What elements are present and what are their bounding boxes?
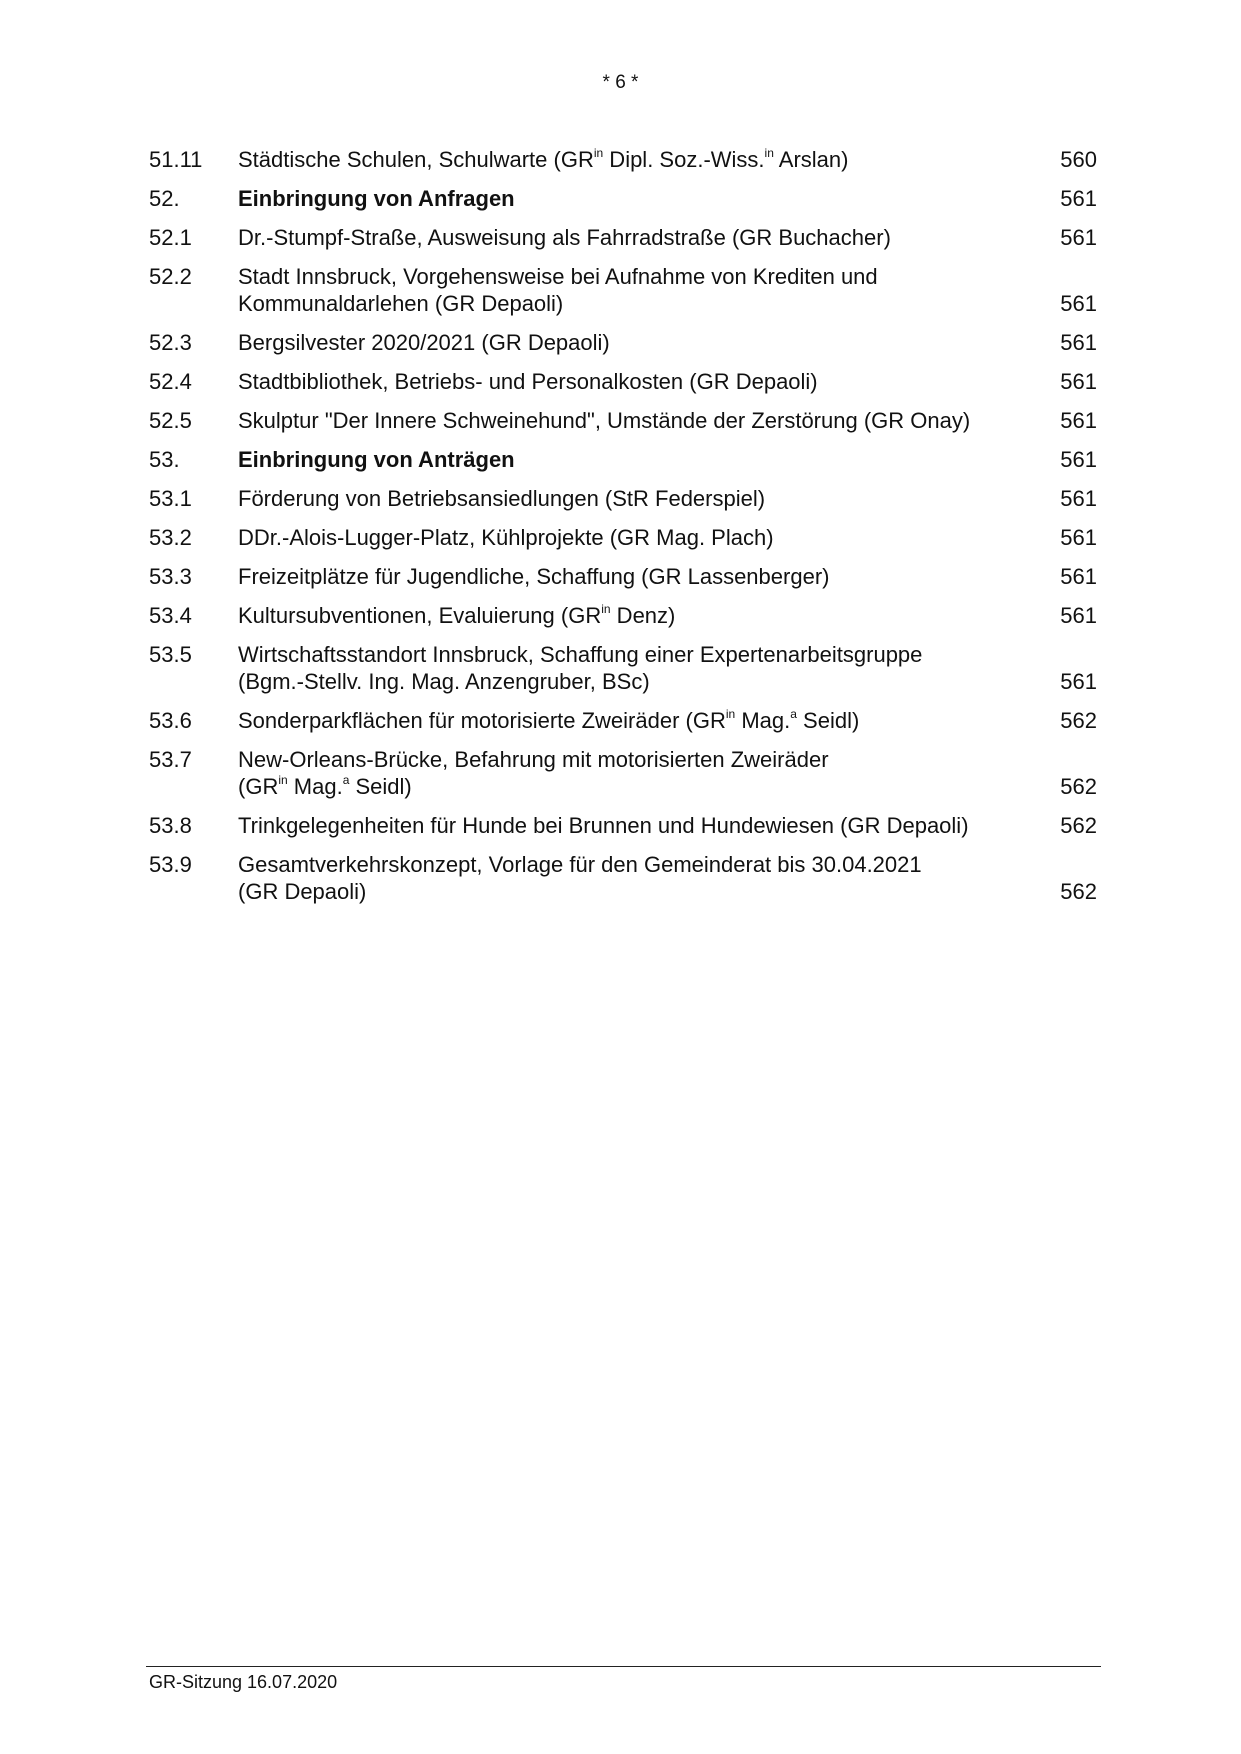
toc-entry-title [238,407,1049,434]
toc-entry-title [238,707,1049,734]
toc-entry-number: 52.1 [149,225,192,250]
toc-entry-number: 53.9 [149,852,192,877]
superscript: in [601,601,611,616]
toc-page-number: 560 [1060,147,1097,172]
footer-divider [146,1666,1101,1667]
toc-page-number: 561 [1060,669,1097,694]
toc-page-number: 561 [1060,486,1097,511]
toc-page-number: 561 [1060,408,1097,433]
title-text: Kommunaldarlehen (GR Depaoli) [238,291,564,316]
toc-entry-row [149,641,1097,695]
toc-page-number: 562 [1060,774,1097,799]
toc-title-line [238,185,1037,212]
toc-entry-row [149,707,1097,734]
superscript: in [593,145,604,160]
toc-entry-row [149,263,1097,317]
toc-title-line [238,563,1037,590]
toc-title-line [238,146,1037,173]
toc-entry-row [149,524,1097,551]
toc-entry-number: 52.3 [149,330,192,355]
toc-entry-number: 53.5 [149,642,192,667]
toc-page-number: 561 [1060,525,1097,550]
page-number: * 6 * [602,72,639,93]
title-text: New-Orleans-Brücke, Befahrung mit motorisierten Zweiräder [238,747,829,772]
toc-title-line [238,524,1037,551]
toc-entry-title [238,329,1049,356]
toc-title-line [238,878,1037,905]
toc-title-line [238,641,1037,668]
toc-entry-number: 53.8 [149,813,192,838]
toc-section-row [149,185,1097,212]
title-text: Wirtschaftsstandort Innsbruck, Schaffung einer Expertenarbeitsgruppe [238,642,923,667]
toc-entry-row [149,812,1097,839]
toc-entry-title [238,263,1049,317]
toc-title-line [238,746,1037,773]
toc-entry-number: 53.3 [149,564,192,589]
toc-entry-title [238,602,1049,629]
superscript: a [790,706,797,721]
toc-entry-number: 53.1 [149,486,192,511]
toc-title-line [238,329,1037,356]
title-text: Städtische Schulen, Schulwarte (GR [238,147,594,172]
toc-title-line [238,668,1037,695]
title-text: Stadtbibliothek, Betriebs- und Personalkosten (GR Depaoli) [238,369,818,394]
toc-entry-row [149,602,1097,629]
toc-page-number: 561 [1060,447,1097,472]
toc-page-number: 561 [1060,330,1097,355]
table-of-contents [149,146,1097,917]
title-text: Kultursubventionen, Evaluierung (GR [238,603,602,628]
toc-entry-row [149,329,1097,356]
toc-title-line [238,485,1037,512]
toc-entry-title [238,368,1049,395]
toc-title-line [238,407,1037,434]
toc-section-row [149,446,1097,473]
toc-entry-row [149,746,1097,800]
title-text: Dipl. Soz.-Wiss. [603,147,765,172]
title-text: Denz) [610,603,676,628]
toc-page-number: 562 [1060,879,1097,904]
title-text: Einbringung von Anträgen [238,447,515,472]
title-text: Seidl) [796,708,860,733]
superscript: in [725,706,736,721]
toc-title-line [238,773,1037,800]
toc-title-line [238,812,1037,839]
title-text: Stadt Innsbruck, Vorgehensweise bei Aufnahme von Krediten und [238,264,878,289]
toc-title-line [238,290,1037,317]
toc-title-line [238,446,1037,473]
toc-title-line [238,263,1037,290]
toc-page-number: 561 [1060,603,1097,628]
toc-page-number: 561 [1060,564,1097,589]
toc-page-number: 561 [1060,291,1097,316]
title-text: Bergsilvester 2020/2021 (GR Depaoli) [238,330,610,355]
toc-page-number: 561 [1060,225,1097,250]
superscript: a [342,772,350,787]
title-text: Seidl) [349,774,412,799]
toc-title-line [238,707,1037,734]
title-text: Dr.-Stumpf-Straße, Ausweisung als Fahrradstraße (GR Buchacher) [238,225,891,250]
toc-entry-number: 52.5 [149,408,192,433]
toc-entry-number: 52.2 [149,264,192,289]
title-text: DDr.-Alois-Lugger-Platz, Kühlprojekte (GR Mag. Plach) [238,525,774,550]
toc-entry-title [238,224,1049,251]
title-text: (Bgm.-Stellv. Ing. Mag. Anzengruber, BSc) [238,669,650,694]
toc-entry-title [238,641,1049,695]
toc-entry-number: 53.4 [149,603,192,628]
title-text: (GR [238,774,279,799]
toc-entry-title [238,446,1049,473]
footer-text: GR-Sitzung 16.07.2020 [149,1672,338,1692]
title-text: Freizeitplätze für Jugendliche, Schaffung (GR Lassenberger) [238,564,830,589]
toc-page-number: 561 [1060,186,1097,211]
toc-entry-number: 53.6 [149,708,192,733]
title-text: Arslan) [773,147,849,172]
title-text: (GR Depaoli) [238,879,367,904]
toc-entry-title [238,746,1049,800]
toc-entry-title [238,146,1049,173]
toc-entry-number: 52.4 [149,369,192,394]
toc-entry-title [238,851,1049,905]
toc-title-line [238,602,1037,629]
title-text: Einbringung von Anfragen [238,186,515,211]
toc-entry-number: 53.7 [149,747,192,772]
toc-entry-row [149,485,1097,512]
title-text: Mag. [287,774,343,799]
superscript: in [278,772,288,787]
toc-entry-row [149,407,1097,434]
toc-entry-title [238,524,1049,551]
toc-entry-row [149,851,1097,905]
toc-page-number: 561 [1060,369,1097,394]
toc-entry-row [149,146,1097,173]
title-text: Gesamtverkehrskonzept, Vorlage für den Gemeinderat bis 30.04.2021 [238,852,922,877]
toc-entry-title [238,485,1049,512]
superscript: in [764,145,774,160]
title-text: Skulptur "Der Innere Schweinehund", Umstände der Zerstörung (GR Onay) [238,408,971,433]
toc-title-line [238,224,1037,251]
toc-page-number: 562 [1060,813,1097,838]
toc-entry-title [238,812,1049,839]
toc-entry-row [149,563,1097,590]
title-text: Mag. [735,708,791,733]
toc-title-line [238,368,1037,395]
toc-entry-row [149,224,1097,251]
toc-entry-row [149,368,1097,395]
toc-entry-title [238,185,1049,212]
toc-entry-number: 51.11 [149,147,203,172]
title-text: Trinkgelegenheiten für Hunde bei Brunnen und Hundewiesen (GR Depaoli) [238,813,969,838]
toc-entry-title [238,563,1049,590]
title-text: Förderung von Betriebsansiedlungen (StR Federspiel) [238,486,766,511]
toc-entry-number: 52. [149,186,180,211]
toc-title-line [238,851,1037,878]
title-text: Sonderparkflächen für motorisierte Zweiräder (GR [238,708,726,733]
toc-entry-number: 53.2 [149,525,192,550]
toc-page-number: 562 [1060,708,1097,733]
toc-entry-number: 53. [149,447,180,472]
